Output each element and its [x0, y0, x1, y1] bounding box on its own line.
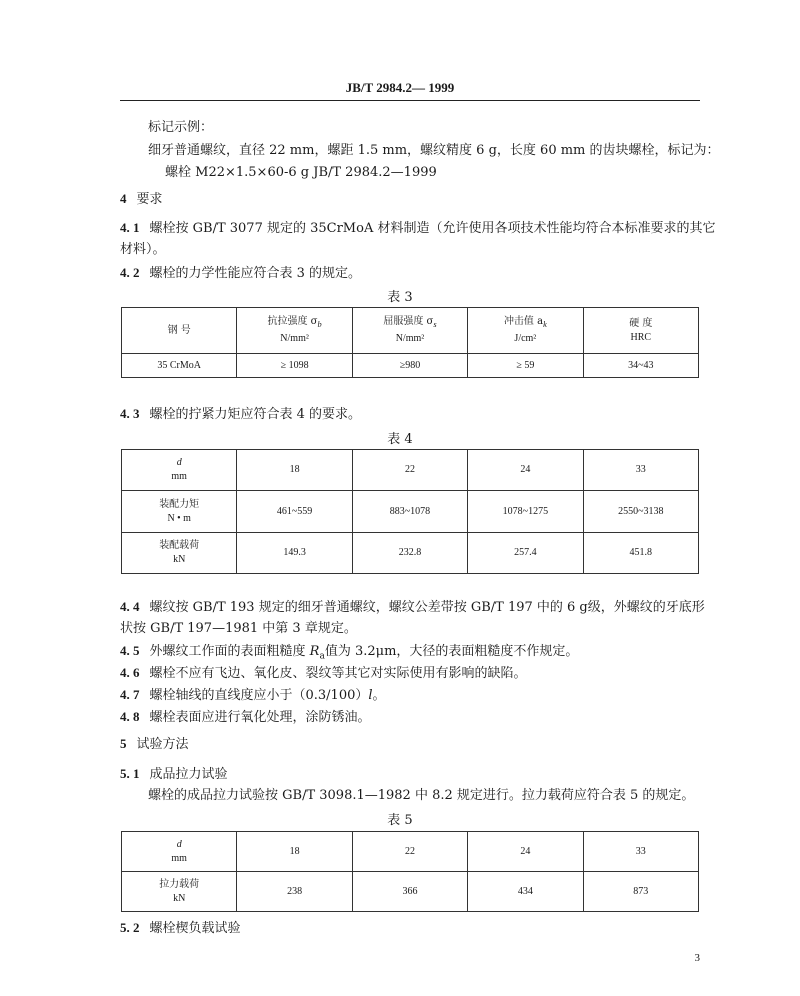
clause-number: 4. 2 — [120, 265, 140, 280]
clause-text: 螺栓的力学性能应符合表 3 的规定。 — [149, 266, 362, 281]
clause-4-4-line2: 状按 GB/T 197—1981 中第 3 章规定。 — [120, 621, 357, 636]
table-3-caption: 表 3 — [387, 290, 413, 305]
table-cell: 257.4 — [468, 533, 583, 574]
marking-example-description: 细牙普通螺纹，直径 22 mm，螺距 1.5 mm，螺纹精度 6 g，长度 60 mm 的齿块螺栓，标记为： — [148, 143, 720, 158]
table-row — [122, 533, 699, 574]
table-3 — [121, 307, 699, 378]
table-header-cell: 18 — [237, 832, 352, 872]
table-header-cell: 屈服强度 $\sigma_s$ N/mm² — [352, 308, 467, 354]
table-header-cell: 18 — [237, 450, 352, 491]
table-cell: 238 — [237, 872, 352, 912]
table-header-cell: 33 — [583, 450, 698, 491]
clause-title: 成品拉力试验 — [149, 767, 228, 782]
table-cell: 35 CrMoA — [122, 354, 237, 378]
clause-text: 螺纹按 GB/T 193 规定的细牙普通螺纹，螺纹公差带按 GB/T 197 中的 6 g级，外螺纹的牙底形 — [149, 600, 705, 615]
clause-text: 值为 3.2μm，大径的表面粗糙度不作规定。 — [324, 644, 579, 659]
table-row-label: 拉力载荷 kN — [122, 872, 237, 912]
clause-text: 螺栓表面应进行氧化处理，涂防锈油。 — [149, 710, 371, 725]
table-header-cell: 硬 度 HRC — [583, 308, 698, 354]
roughness-symbol: R — [309, 644, 320, 659]
document-code-header: JB/T 2984.2— 1999 — [345, 80, 455, 95]
table-cell: 451.8 — [583, 533, 698, 574]
section-number: 5 — [120, 736, 127, 751]
clause-5-2-heading — [120, 919, 702, 938]
table-cell: 34~43 — [583, 354, 698, 378]
clause-number: 4. 8 — [120, 709, 140, 724]
table-row-label: 装配力矩 N • m — [122, 491, 237, 533]
section-5-heading — [120, 735, 702, 754]
table-header-row — [122, 832, 699, 872]
table-cell: 434 — [468, 872, 583, 912]
length-symbol: l — [368, 688, 373, 703]
section-4-heading — [120, 190, 702, 209]
table-cell: 149.3 — [237, 533, 352, 574]
table-header-cell: 钢 号 — [122, 308, 237, 354]
table-cell: 883~1078 — [352, 491, 467, 533]
clause-number: 5. 1 — [120, 766, 140, 781]
clause-4-8 — [120, 708, 702, 727]
marking-example-title: 标记示例： — [148, 120, 214, 135]
table-header-cell: 24 — [468, 832, 583, 872]
table-cell: ≥ 1098 — [237, 354, 352, 378]
table-header-row — [122, 450, 699, 491]
table-header-cell: 抗拉强度 $\sigma_b$ N/mm² — [237, 308, 352, 354]
table-header-cell: d mm — [122, 450, 237, 491]
section-number: 4 — [120, 191, 127, 206]
table-5 — [121, 831, 699, 912]
table-5-caption: 表 5 — [387, 813, 413, 828]
table-cell: 2550~3138 — [583, 491, 698, 533]
table-row-label: 装配载荷 kN — [122, 533, 237, 574]
clause-4-5 — [120, 642, 702, 666]
roughness-subscript: a — [319, 651, 325, 662]
clause-5-1-heading — [120, 765, 702, 784]
table-cell: 873 — [583, 872, 698, 912]
clause-4-1-line2: 材料）。 — [120, 242, 166, 257]
clause-4-4-line1 — [120, 598, 705, 617]
clause-4-7 — [120, 686, 702, 705]
table-header-cell: 22 — [352, 832, 467, 872]
clause-title: 螺栓楔负载试验 — [149, 921, 241, 936]
clause-text: 。 — [372, 688, 386, 703]
clause-4-2 — [120, 264, 702, 283]
section-title: 要求 — [136, 192, 163, 207]
clause-number: 4. 4 — [120, 599, 140, 614]
table-header-cell: 33 — [583, 832, 698, 872]
table-cell: ≥ 59 — [468, 354, 583, 378]
clause-number: 4. 1 — [120, 220, 140, 235]
table-cell: ≥980 — [352, 354, 467, 378]
header-rule — [120, 100, 700, 101]
clause-text: 螺栓的拧紧力矩应符合表 4 的要求。 — [149, 407, 362, 422]
section-title: 试验方法 — [136, 737, 189, 752]
clause-4-1-line1 — [120, 219, 716, 238]
clause-text: 螺栓按 GB/T 3077 规定的 35CrMoA 材料制造（允许使用各项技术性能均符合本标准要求的其它 — [149, 221, 716, 236]
clause-number: 4. 7 — [120, 687, 140, 702]
table-4 — [121, 449, 699, 574]
clause-number: 5. 2 — [120, 920, 140, 935]
table-cell: 232.8 — [352, 533, 467, 574]
table-header-row — [122, 308, 699, 354]
clause-number: 4. 3 — [120, 406, 140, 421]
table-4-caption: 表 4 — [387, 432, 413, 447]
table-header-cell: 24 — [468, 450, 583, 491]
table-header-cell: 冲击值 $a_k$ J/cm² — [468, 308, 583, 354]
table-row — [122, 491, 699, 533]
table-row — [122, 872, 699, 912]
table-cell: 366 — [352, 872, 467, 912]
marking-example-code: 螺栓 M22×1.5×60-6 g JB/T 2984.2—1999 — [165, 165, 437, 180]
clause-number: 4. 5 — [120, 643, 140, 658]
clause-text: 螺栓不应有飞边、氧化皮、裂纹等其它对实际使用有影响的缺陷。 — [149, 666, 527, 681]
page-number: 3 — [694, 952, 700, 964]
table-header-cell: d mm — [122, 832, 237, 872]
table-row — [122, 354, 699, 378]
table-cell: 1078~1275 — [468, 491, 583, 533]
clause-5-1-text: 螺栓的成品拉力试验按 GB/T 3098.1—1982 中 8.2 规定进行。拉力载荷应符合表 5 的规定。 — [148, 788, 695, 803]
clause-text: 螺栓轴线的直线度应小于（0.3/100） — [149, 688, 369, 703]
clause-4-6 — [120, 664, 702, 683]
clause-4-3 — [120, 405, 702, 424]
clause-number: 4. 6 — [120, 665, 140, 680]
clause-text: 外螺纹工作面的表面粗糙度 — [149, 644, 310, 659]
table-header-cell: 22 — [352, 450, 467, 491]
table-cell: 461~559 — [237, 491, 352, 533]
